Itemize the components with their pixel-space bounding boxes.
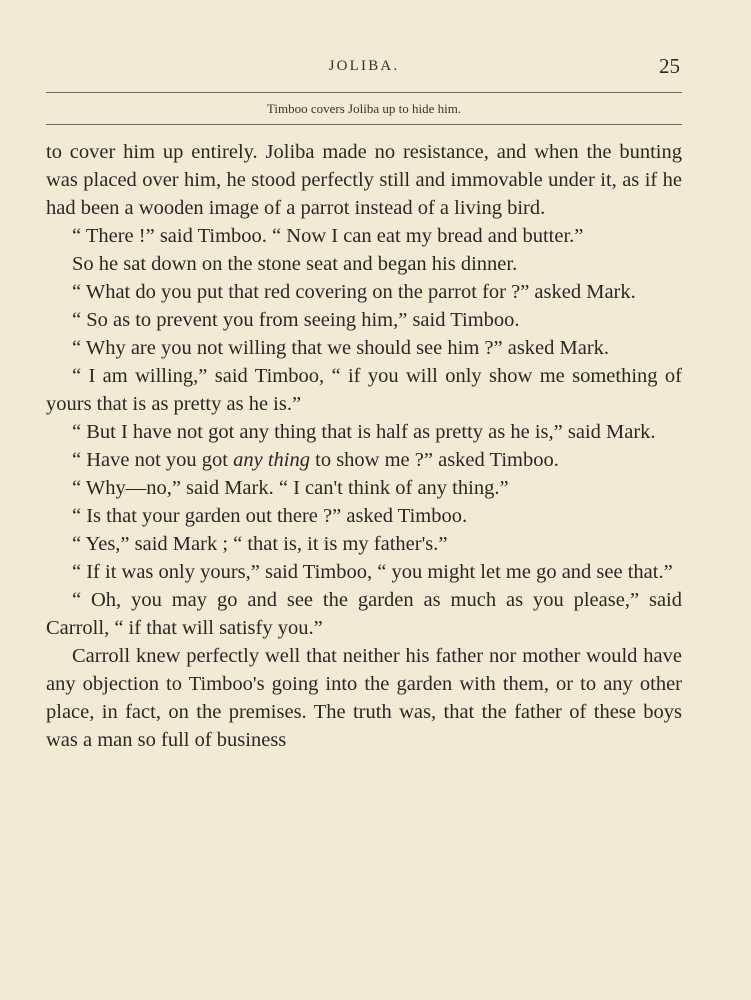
paragraph: So he sat down on the stone seat and began his dinner. — [72, 253, 518, 275]
paragraph: “ I am willing,” said Timboo, “ if you will only show me something of yours that is as pretty as he is.” — [46, 365, 682, 415]
paragraph: “ Why—no,” said Mark. “ I can't think of any thing.” — [72, 477, 509, 499]
page-number: 25 — [659, 54, 680, 78]
header-rule-top — [46, 92, 682, 93]
paragraph: to cover him up entirely. Joliba made no resistance, and when the bunting was placed over him, he stood perfectly still and immovable under it, as if he had been a wooden image of a parrot instead of a living bird. — [46, 141, 682, 219]
emphasis: any thing — [233, 449, 310, 471]
paragraph: “ There !” said Timboo. “ Now I can eat my bread and butter.” — [72, 225, 584, 247]
running-head — [46, 56, 682, 80]
paragraph: “ Yes,” said Mark ; “ that is, it is my father's.” — [72, 533, 448, 555]
running-title: JOLIBA. — [328, 58, 400, 74]
body-text — [46, 138, 682, 754]
paragraph: “ What do you put that red covering on the parrot for ?” asked Mark. — [72, 281, 636, 303]
paragraph: “ So as to prevent you from seeing him,” said Timboo. — [72, 309, 520, 331]
paragraph: “ But I have not got any thing that is half as pretty as he is,” said Mark. — [72, 421, 656, 443]
paragraph: “ Is that your garden out there ?” asked Timboo. — [72, 505, 468, 527]
paragraph: “ If it was only yours,” said Timboo, “ you might let me go and see that.” — [72, 561, 673, 583]
paragraph: “ Have not you got any thing to show me ?” asked Timboo. — [72, 449, 559, 471]
paragraph: Carroll knew perfectly well that neither his father nor mother would have any objection to Timboo's going into the garden with them, or to any other place, in fact, on the premises. The truth was, that the father of these boys was a man so full of business — [46, 645, 682, 751]
paragraph: “ Oh, you may go and see the garden as much as you please,” said Carroll, “ if that will satisfy you.” — [46, 589, 682, 639]
paragraph: “ Why are you not willing that we should see him ?” asked Mark. — [72, 337, 610, 359]
section-subhead: Timboo covers Joliba up to hide him. — [266, 101, 462, 116]
header-rule-bottom — [46, 124, 682, 125]
